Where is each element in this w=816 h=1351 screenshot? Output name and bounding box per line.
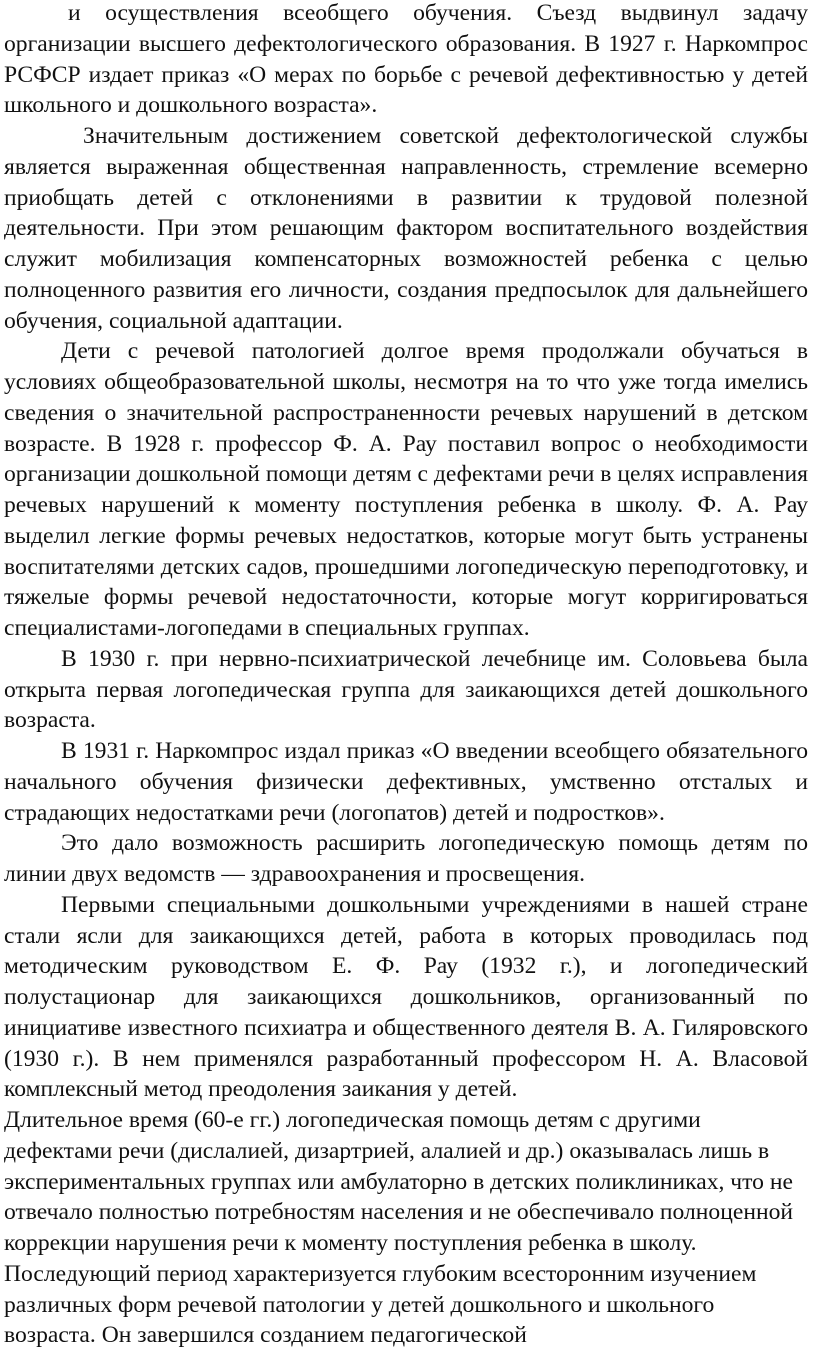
paragraph-text: Первыми специальными дошкольными учреждениями в нашей стране стали ясли для заикающихся детей, работа в которых проводилась под методическим руководством Е. Ф. Рау (1932 г.), и логопедический полустационар для заикающихся дошкольников, организованный по инициативе известного психиатра и общественного деятеля В. А. Гиляровского (1930 г.). В нем применялся разработанный профессором Н. А. Власовой комплексный метод преодоления заикания у детей. <box>4 891 808 1103</box>
paragraph-text: Длительное время (60-е гг.) логопедическая помощь детям с другими дефектами речи (дислалией, дизартрией, алалией и др.) оказывалась лишь в экспериментальных группах или амбулаторно в детских поликлиниках, что не отвечало полностью потребностям населения и не обеспечивало полноценной коррекции нарушения речи к моменту поступления ребенка в школу. Последующий период характеризуется глубоким всесторонним изучением различных форм речевой патологии у детей дошкольного и школьного возраста. Он завершился созданием педагогической <box>4 1107 793 1349</box>
paragraph-text: В 1930 г. при нервно-психиатрической лечебнице им. Соловьева была открыта первая логопедическая группа для заикающихся детей дошкольного возраста. <box>4 645 808 734</box>
paragraph-text: Дети с речевой патологией долгое время продолжали обучаться в условиях общеобразовательной школы, несмотря на то что уже тогда имелись сведения о значительной распространенности речевых нарушений в детском возрасте. В 1928 г. профессор Ф. А. Рау поставил вопрос о необходимости организации дошкольной помощи детям с дефектами речи в целях исправления речевых нарушений к моменту поступления ребенка в школу. Ф. А. Рау выделил легкие формы речевых недостатков, которые могут быть устранены воспитателями детских садов, прошедшими логопедическую переподготовку, и тяжелые формы речевой недостаточности, которые могут корригироваться специалистами-логопедами в специальных группах. <box>4 338 808 641</box>
paragraph-text: В 1931 г. Наркомпрос издал приказ «О введении всеобщего обязательного начального обучения физически дефективных, умственно отсталых и страдающих недостатками речи (логопатов) детей и подростков». <box>4 738 808 826</box>
paragraph-text: и осуществления всеобщего обучения. Съезд выдвинул задачу организации высшего дефектологического образования. В 1927 г. Наркомпрос РСФСР издает приказ «О мерах по борьбе с речевой дефективностью у детей школьного и дошкольного возраста». <box>4 0 808 119</box>
paragraph-text: Это дало возможность расширить логопедическую помощь детям по линии двух ведомств — здравоохранения и просвещения. <box>4 830 808 887</box>
paragraph-text: Значительным достижением советской дефектологической службы является выраженная общественная направленность, стремление всемерно приобщать детей с отклонениями в развитии к трудовой полезной деятельности. При этом решающим фактором воспитательного воздействия служит мобилизация компенсаторных возможностей ребенка с целью полноценного развития его личности, создания предпосылок для дальнейшего обучения, социальной адаптации. <box>4 123 808 334</box>
